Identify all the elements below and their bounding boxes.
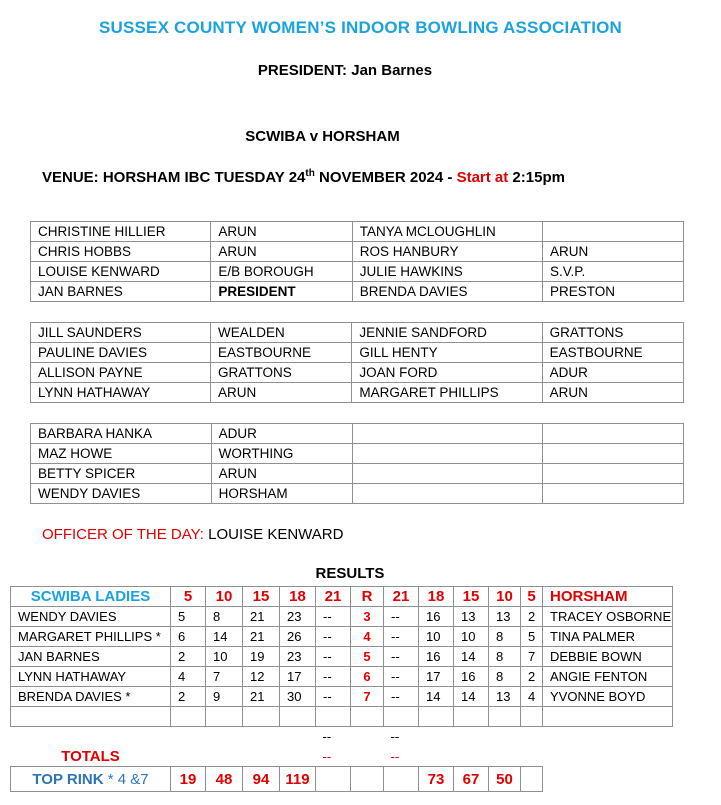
player-name: MARGARET PHILLIPS [352, 383, 542, 403]
player-name [353, 484, 543, 504]
score-cell: 9 [206, 687, 243, 707]
player-name: BRENDA DAVIES [352, 282, 542, 302]
table-row [31, 262, 684, 282]
top-rink-label: TOP RINK [32, 770, 108, 788]
table-row-marks [11, 727, 673, 747]
away-player: ANGIE FENTON [543, 667, 673, 687]
empty-cell [171, 727, 206, 747]
score-cell: 14 [454, 647, 489, 667]
player-club: WORTHING [211, 444, 353, 464]
player-name [353, 464, 543, 484]
empty-cell [280, 727, 316, 747]
score-cell: 13 [489, 607, 521, 627]
table-row [11, 627, 673, 647]
end-header: 10 [206, 587, 243, 607]
empty-cell [521, 707, 543, 727]
away-player: TRACEY OSBORNE [543, 607, 673, 627]
player-name: TANYA MCLOUGHLIN [352, 222, 542, 242]
player-name: BARBARA HANKA [31, 424, 212, 444]
top-rink-value: 50 [489, 767, 521, 792]
player-club [542, 424, 683, 444]
rink-number: 3 [351, 607, 384, 627]
score-cell: -- [384, 667, 419, 687]
empty-cell [280, 707, 316, 727]
top-rink-value: 119 [280, 767, 316, 792]
table-row [11, 647, 673, 667]
table-row [31, 343, 684, 363]
away-player: DEBBIE BOWN [543, 647, 673, 667]
player-club: ARUN [543, 242, 684, 262]
player-name [353, 444, 543, 464]
venue-date-rest: NOVEMBER 2024 - [314, 169, 457, 186]
totals-row [11, 746, 673, 767]
table-row [11, 687, 673, 707]
score-cell: 10 [206, 647, 243, 667]
table-row [31, 363, 684, 383]
score-cell: -- [316, 667, 351, 687]
player-name: JAN BARNES [31, 282, 211, 302]
score-cell: 16 [419, 607, 454, 627]
player-club: ADUR [211, 424, 353, 444]
table-row [11, 607, 673, 627]
team-table-3 [30, 423, 684, 504]
table-row [31, 484, 684, 504]
score-cell: 12 [243, 667, 280, 687]
player-club: WEALDEN [211, 323, 352, 343]
player-club: ARUN [542, 383, 683, 403]
score-cell: 5 [171, 607, 206, 627]
venue-label: VENUE: HORSHAM IBC TUESDAY 24 [42, 169, 306, 186]
player-club [542, 444, 683, 464]
results-table [10, 586, 673, 792]
team-table-2 [30, 322, 684, 403]
empty-cell [316, 707, 351, 727]
empty-cell [243, 707, 280, 727]
empty-cell [171, 707, 206, 727]
table-row [31, 464, 684, 484]
empty-cell [543, 746, 673, 767]
player-name: JULIE HAWKINS [352, 262, 542, 282]
officer-of-the-day [42, 526, 343, 543]
score-cell: 4 [521, 687, 543, 707]
player-club: ARUN [211, 464, 353, 484]
end-header: 15 [243, 587, 280, 607]
empty-cell [280, 746, 316, 767]
player-club [542, 484, 683, 504]
player-club: EASTBOURNE [211, 343, 352, 363]
score-cell: 10 [454, 627, 489, 647]
player-name: LOUISE KENWARD [31, 262, 211, 282]
score-cell: 7 [521, 647, 543, 667]
rink-number: 7 [351, 687, 384, 707]
start-time: 2:15pm [508, 169, 565, 186]
top-rink-value: 67 [454, 767, 489, 792]
score-cell: 30 [280, 687, 316, 707]
venue-line [42, 168, 565, 186]
rink-number: 5 [351, 647, 384, 667]
home-player: WENDY DAVIES [11, 607, 171, 627]
player-name: ALLISON PAYNE [31, 363, 211, 383]
score-cell: 6 [171, 627, 206, 647]
player-club: PRESIDENT [211, 282, 352, 302]
score-cell: 21 [243, 687, 280, 707]
table-row [31, 242, 684, 262]
empty-cell [521, 727, 543, 747]
score-cell: 13 [454, 607, 489, 627]
match-title: SCWIBA v HORSHAM [245, 128, 400, 145]
president-line: PRESIDENT: Jan Barnes [257, 62, 433, 79]
score-cell: 8 [206, 607, 243, 627]
player-name: JOAN FORD [352, 363, 542, 383]
end-header: 18 [419, 587, 454, 607]
results-title: RESULTS [315, 565, 385, 582]
start-label: Start at [456, 169, 509, 186]
away-player: YVONNE BOYD [543, 687, 673, 707]
empty-cell [489, 746, 521, 767]
player-club: ARUN [211, 383, 352, 403]
top-rink-row [11, 767, 673, 792]
empty-cell [206, 707, 243, 727]
team-table-1 [30, 221, 684, 302]
top-rink-value: 19 [171, 767, 206, 792]
player-club: PRESTON [543, 282, 684, 302]
player-club: HORSHAM [211, 484, 353, 504]
player-club: GRATTONS [211, 363, 352, 383]
player-club: ADUR [542, 363, 683, 383]
totals-mark: -- [390, 748, 400, 764]
score-cell: 23 [280, 647, 316, 667]
home-team-header: SCWIBA LADIES [11, 587, 171, 607]
score-cell: 16 [419, 647, 454, 667]
empty-cell [419, 746, 454, 767]
score-cell: -- [316, 647, 351, 667]
player-name: ROS HANBURY [352, 242, 542, 262]
score-cell: 8 [489, 627, 521, 647]
player-club: GRATTONS [542, 323, 683, 343]
score-cell: -- [384, 627, 419, 647]
totals-label: TOTALS [61, 747, 120, 765]
top-rink-note: * 4 &7 [107, 770, 149, 788]
score-cell: -- [384, 607, 419, 627]
player-club: S.V.P. [543, 262, 684, 282]
end-header: 21 [316, 587, 351, 607]
empty-cell [11, 707, 171, 727]
dash-mark: -- [322, 729, 332, 744]
officer-label: OFFICER OF THE DAY: [42, 526, 204, 543]
empty-cell [384, 707, 419, 727]
top-rink-label-cell [11, 767, 171, 792]
table-row [31, 323, 684, 343]
end-header: 21 [384, 587, 419, 607]
empty-cell [351, 727, 384, 747]
player-club: E/B BOROUGH [211, 262, 352, 282]
empty-cell [243, 727, 280, 747]
player-name: BETTY SPICER [31, 464, 212, 484]
score-cell: -- [316, 687, 351, 707]
score-cell: 19 [243, 647, 280, 667]
home-player: LYNN HATHAWAY [11, 667, 171, 687]
player-club [542, 464, 683, 484]
empty-cell [351, 746, 384, 767]
rink-number: 6 [351, 667, 384, 687]
score-cell: 21 [243, 627, 280, 647]
rink-number: 4 [351, 627, 384, 647]
end-header: 18 [280, 587, 316, 607]
empty-cell [351, 707, 384, 727]
table-row [11, 667, 673, 687]
empty-cell [489, 707, 521, 727]
home-player: BRENDA DAVIES * [11, 687, 171, 707]
player-club: EASTBOURNE [542, 343, 683, 363]
score-cell: 2 [521, 607, 543, 627]
player-name: PAULINE DAVIES [31, 343, 211, 363]
player-name: JENNIE SANDFORD [352, 323, 542, 343]
player-name: GILL HENTY [352, 343, 542, 363]
venue-date-suffix: th [305, 168, 315, 179]
score-cell: -- [384, 687, 419, 707]
score-cell: 8 [489, 667, 521, 687]
score-cell: 14 [206, 627, 243, 647]
org-title: SUSSEX COUNTY WOMEN’S INDOOR BOWLING ASSOCIATION [98, 18, 623, 37]
empty-cell [206, 746, 243, 767]
away-player: TINA PALMER [543, 627, 673, 647]
player-name: CHRISTINE HILLIER [31, 222, 211, 242]
player-name: LYNN HATHAWAY [31, 383, 211, 403]
empty-cell [521, 746, 543, 767]
score-cell: 14 [419, 687, 454, 707]
score-cell: 17 [419, 667, 454, 687]
score-cell: 2 [171, 687, 206, 707]
empty-cell [171, 746, 206, 767]
player-club: ARUN [211, 222, 352, 242]
empty-cell [419, 727, 454, 747]
table-row [31, 424, 684, 444]
player-club [543, 222, 684, 242]
score-cell: 16 [454, 667, 489, 687]
score-cell: 2 [521, 667, 543, 687]
empty-cell [454, 707, 489, 727]
player-name: MAZ HOWE [31, 444, 212, 464]
player-name: JILL SAUNDERS [31, 323, 211, 343]
score-cell: 7 [206, 667, 243, 687]
end-header: 5 [521, 587, 543, 607]
score-cell: 13 [489, 687, 521, 707]
player-club: ARUN [211, 242, 352, 262]
dash-mark: -- [390, 729, 400, 744]
empty-cell [454, 727, 489, 747]
table-row [31, 383, 684, 403]
score-cell: 8 [489, 647, 521, 667]
table-row-blank [11, 707, 673, 727]
score-cell: 26 [280, 627, 316, 647]
player-name: WENDY DAVIES [31, 484, 212, 504]
end-header: 10 [489, 587, 521, 607]
results-header-row [11, 587, 673, 607]
score-cell: 4 [171, 667, 206, 687]
end-header: 15 [454, 587, 489, 607]
rink-header: R [351, 587, 384, 607]
empty-cell [543, 767, 673, 792]
top-rink-value [521, 767, 543, 792]
score-cell: 2 [171, 647, 206, 667]
table-row [31, 282, 684, 302]
end-header: 5 [171, 587, 206, 607]
top-rink-value [384, 767, 419, 792]
score-cell: 14 [454, 687, 489, 707]
officer-name: LOUISE KENWARD [203, 526, 344, 543]
score-cell: -- [316, 627, 351, 647]
empty-cell [543, 707, 673, 727]
score-cell: 23 [280, 607, 316, 627]
empty-cell [543, 727, 673, 747]
totals-mark: -- [322, 748, 332, 764]
empty-cell [11, 727, 171, 747]
home-player: MARGARET PHILLIPS * [11, 627, 171, 647]
top-rink-value: 94 [243, 767, 280, 792]
player-name: CHRIS HOBBS [31, 242, 211, 262]
empty-cell [454, 746, 489, 767]
top-rink-value: 48 [206, 767, 243, 792]
top-rink-value [351, 767, 384, 792]
top-rink-value: 73 [419, 767, 454, 792]
empty-cell [419, 707, 454, 727]
empty-cell [206, 727, 243, 747]
score-cell: 10 [419, 627, 454, 647]
player-name [353, 424, 543, 444]
away-team-header: HORSHAM [543, 587, 673, 607]
score-cell: 5 [521, 627, 543, 647]
top-rink-value [316, 767, 351, 792]
table-row [31, 444, 684, 464]
table-row [31, 222, 684, 242]
score-cell: -- [316, 607, 351, 627]
score-cell: -- [384, 647, 419, 667]
home-player: JAN BARNES [11, 647, 171, 667]
score-cell: 17 [280, 667, 316, 687]
score-cell: 21 [243, 607, 280, 627]
empty-cell [243, 746, 280, 767]
empty-cell [489, 727, 521, 747]
